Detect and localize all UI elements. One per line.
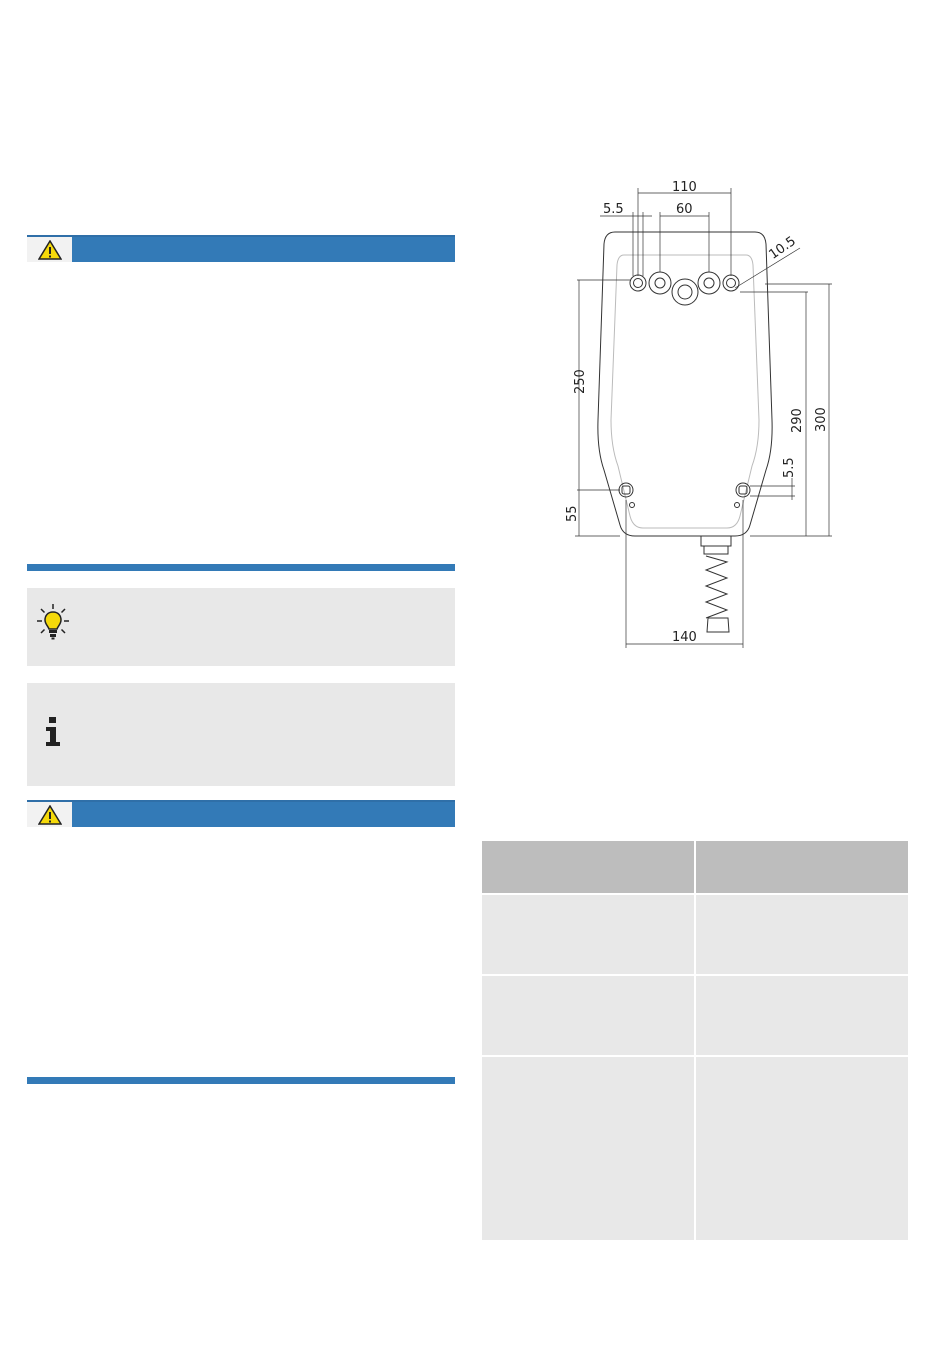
warning-triangle-icon (38, 240, 62, 260)
tip-box (27, 588, 455, 666)
info-box (27, 683, 455, 786)
warning-banner (27, 800, 455, 827)
warning-triangle-icon (38, 805, 62, 825)
warning-banner (27, 235, 455, 262)
table-cell (482, 1056, 695, 1241)
section-rule (27, 1077, 455, 1084)
table-row (482, 1056, 909, 1241)
dim-110: 110 (672, 180, 697, 195)
dim-5-5-top: 5.5 (603, 202, 624, 217)
table-cell (482, 975, 695, 1056)
dim-10-5: 10.5 (766, 233, 799, 263)
lightbulb-icon (35, 602, 71, 642)
table-cell (695, 1056, 909, 1241)
dim-300: 300 (814, 407, 829, 432)
table-header-cell (695, 841, 909, 894)
info-icon (43, 717, 63, 747)
table-header-row (482, 841, 909, 894)
dim-60: 60 (676, 202, 693, 217)
table-row (482, 894, 909, 975)
table-cell (695, 975, 909, 1056)
dim-55: 55 (565, 505, 580, 522)
table-cell (695, 894, 909, 975)
section-rule (27, 564, 455, 571)
warning-icon-box (27, 802, 72, 827)
spec-table (482, 841, 910, 1242)
dim-290: 290 (790, 408, 805, 433)
table-row (482, 975, 909, 1056)
warning-icon-box (27, 237, 72, 262)
dim-250: 250 (573, 369, 588, 394)
dimension-drawing (550, 170, 840, 660)
table-header-cell (482, 841, 695, 894)
dim-140: 140 (672, 630, 697, 645)
dim-5-5-side: 5.5 (782, 457, 797, 478)
table-cell (482, 894, 695, 975)
